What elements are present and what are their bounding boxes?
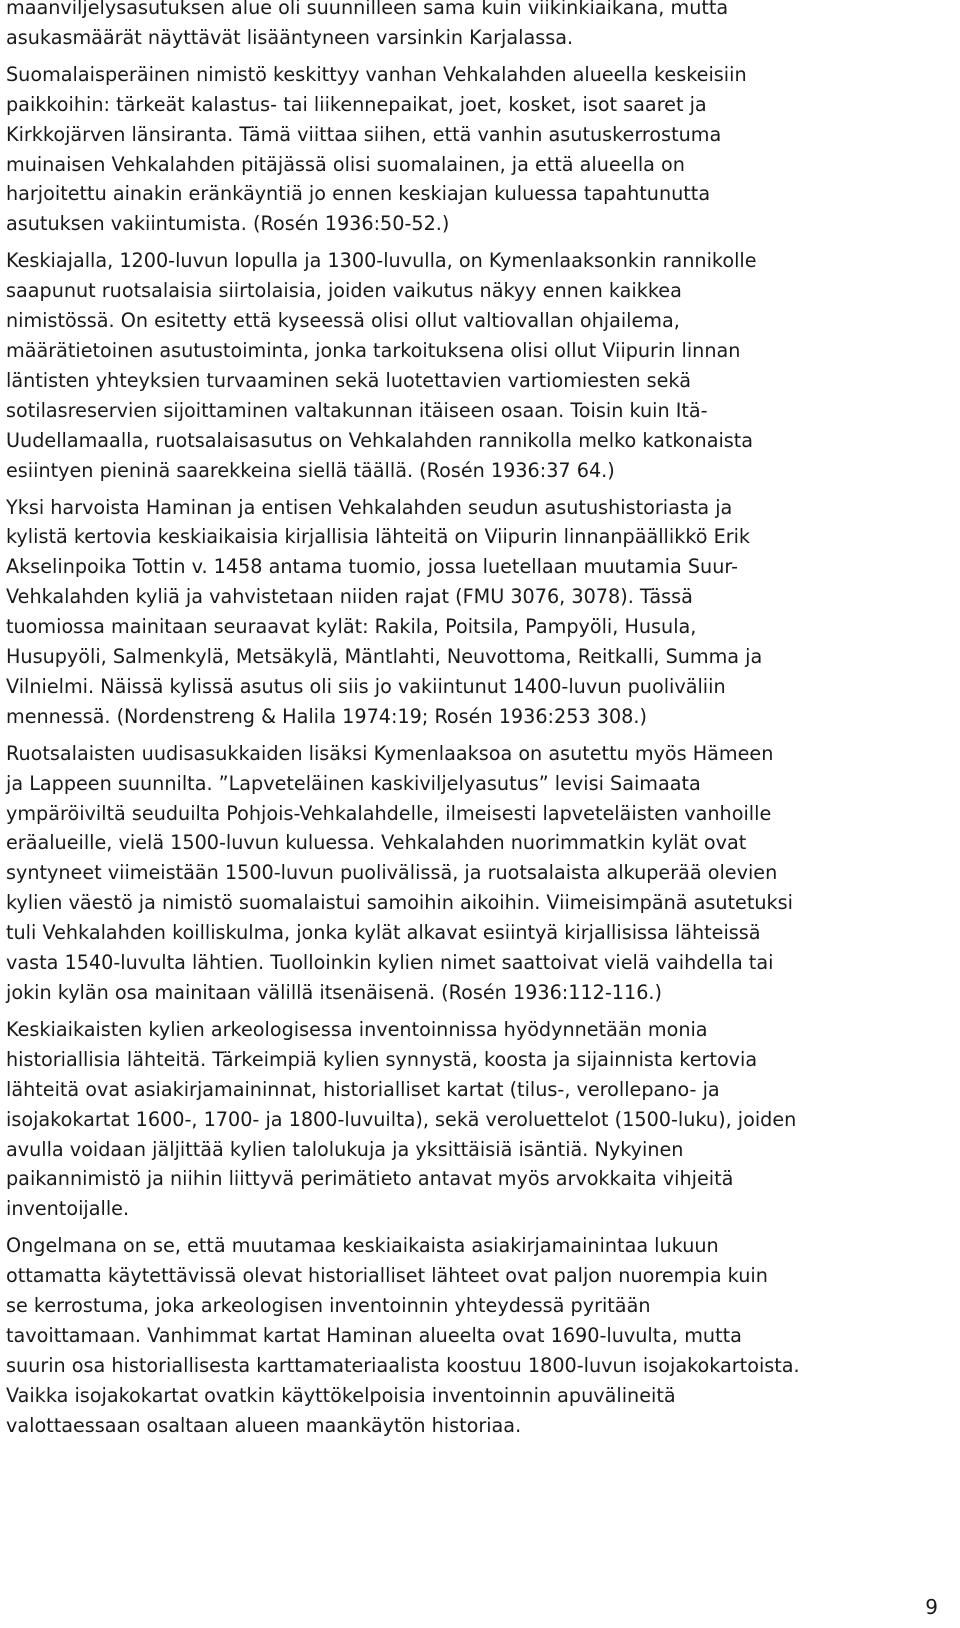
paragraph-6 [6,1015,926,1224]
text-line: asutuksen vakiintumista. (Rosén 1936:50-52.) [6,212,450,236]
text-line: se kerrostuma, joka arkeologisen inventoinnin yhteydessä pyritään [6,1294,651,1318]
text-line: sotilasreservien sijoittaminen valtakunnan itäiseen osaan. Toisin kuin Itä- [6,398,708,422]
text-line: suurin osa historiallisesta karttamateriaalista koostuu 1800-luvun isojakokartoista. [6,1353,800,1377]
text-line: kylistä kertovia keskiaikaisia kirjallisia lähteitä on Viipurin linnanpäällikkö Erik [6,525,751,549]
text-line: Keskiaikaisten kylien arkeologisessa inventoinnissa hyödynnetään monia [6,1017,708,1041]
paragraph-1 [6,0,926,53]
paragraph-7 [6,1231,926,1440]
text-line: Ruotsalaisten uudisasukkaiden lisäksi Kymenlaaksoa on asutettu myös Hämeen [6,741,774,765]
paragraph-5 [6,739,926,1008]
paragraph-2 [6,60,926,239]
text-line: mennessä. (Nordenstreng & Halila 1974:19; Rosén 1936:253 308.) [6,704,647,728]
text-line: Yksi harvoista Haminan ja entisen Vehkalahden seudun asutushistoriasta ja [6,495,733,519]
text-line: paikkoihin: tärkeät kalastus- tai liikennepaikat, joet, kosket, isot saaret ja [6,92,707,116]
document-page [6,0,926,1448]
text-line: valottaessaan osaltaan alueen maankäytön historiaa. [6,1413,522,1437]
text-line: muinaisen Vehkalahden pitäjässä olisi suomalainen, ja että alueella on [6,152,685,176]
text-line: Husupyöli, Salmenkylä, Metsäkylä, Mäntlahti, Neuvottoma, Reitkalli, Summa ja [6,645,763,669]
text-line: syntyneet viimeistään 1500-luvun puolivälissä, ja ruotsalaista alkuperää olevien [6,861,778,885]
text-line: ja Lappeen suunnilta. ”Lapveteläinen kaskiviljelyasutus” levisi Saimaata [6,771,701,795]
text-line: Vilnielmi. Näissä kylissä asutus oli siis jo vakiintunut 1400-luvun puoliväliin [6,674,726,698]
text-line: ympäröiviltä seuduilta Pohjois-Vehkalahdelle, ilmeisesti lapveteläisten vanhoille [6,801,772,825]
text-line: maanviljelysasutuksen alue oli suunnilleen sama kuin viikinkiaikana, mutta [6,0,729,19]
text-line: Akselinpoika Tottin v. 1458 antama tuomio, jossa luetellaan muutamia Suur- [6,555,738,579]
text-line: Vaikka isojakokartat ovatkin käyttökelpoisia inventoinnin apuvälineitä [6,1383,676,1407]
text-line: saapunut ruotsalaisia siirtolaisia, joiden vaikutus näkyy ennen kaikkea [6,279,682,303]
text-line: Suomalaisperäinen nimistö keskittyy vanhan Vehkalahden alueella keskeisiin [6,62,747,86]
text-line: Uudellamaalla, ruotsalaisasutus on Vehkalahden rannikolla melko katkonaista [6,428,754,452]
text-line: lähteitä ovat asiakirjamaininnat, historialliset kartat (tilus-, verollepano- ja [6,1077,720,1101]
text-line: harjoitettu ainakin eränkäyntiä jo ennen keskiajan kuluessa tapahtunutta [6,182,711,206]
text-line: asukasmäärät näyttävät lisääntyneen varsinkin Karjalassa. [6,25,574,49]
text-line: ottamatta käytettävissä olevat historialliset lähteet ovat paljon nuorempia kuin [6,1264,768,1288]
text-line: jokin kylän osa mainitaan välillä itsenäisenä. (Rosén 1936:112-116.) [6,981,662,1004]
text-line: tuli Vehkalahden koilliskulma, jonka kylät alkavat esiintyä kirjallisissa lähteissä [6,921,761,945]
text-line: esiintyen pieninä saarekkeina siellä täällä. (Rosén 1936:37 64.) [6,458,615,482]
paragraph-4 [6,493,926,732]
text-line: paikannimistö ja niihin liittyvä perimätieto antavat myös arvokkaita vihjeitä [6,1167,734,1191]
text-line: Keskiajalla, 1200-luvun lopulla ja 1300-luvulla, on Kymenlaaksonkin rannikolle [6,249,757,273]
text-line: määrätietoinen asutustoiminta, jonka tarkoituksena olisi ollut Viipurin linnan [6,338,741,362]
text-line: kylien väestö ja nimistö suomalaistui samoihin aikoihin. Viimeisimpänä asutetuksi [6,891,793,915]
text-line: vasta 1540-luvulta lähtien. Tuolloinkin kylien nimet saattoivat vielä vaihdella tai [6,951,774,975]
text-line: nimistössä. On esitetty että kyseessä olisi ollut valtiovallan ohjailema, [6,309,680,333]
page-number: 9 [925,1595,938,1619]
text-line: isojakokartat 1600-, 1700- ja 1800-luvuilta), sekä veroluettelot (1500-luku), joiden [6,1107,797,1131]
text-line: Ongelmana on se, että muutamaa keskiaikaista asiakirjamainintaa lukuun [6,1234,719,1258]
paragraph-3 [6,246,926,485]
text-line: avulla voidaan jäljittää kylien talolukuja ja yksittäisiä isäntiä. Nykyinen [6,1137,684,1161]
text-line: eräalueille, vielä 1500-luvun kuluessa. Vehkalahden nuorimmatkin kylät ovat [6,831,747,855]
text-line: inventoijalle. [6,1197,130,1221]
text-line: läntisten yhteyksien turvaaminen sekä luotettavien vartiomiesten sekä [6,368,691,392]
text-line: tavoittamaan. Vanhimmat kartat Haminan alueelta ovat 1690-luvulta, mutta [6,1323,742,1347]
text-line: Vehkalahden kyliä ja vahvistetaan niiden rajat (FMU 3076, 3078). Tässä [6,585,693,609]
text-line: historiallisia lähteitä. Tärkeimpiä kylien synnystä, koosta ja sijainnista kertovia [6,1047,758,1071]
text-line: tuomiossa mainitaan seuraavat kylät: Rakila, Poitsila, Pampyöli, Husula, [6,615,697,639]
text-line: Kirkkojärven länsiranta. Tämä viittaa siihen, että vanhin asutuskerrostuma [6,122,722,146]
